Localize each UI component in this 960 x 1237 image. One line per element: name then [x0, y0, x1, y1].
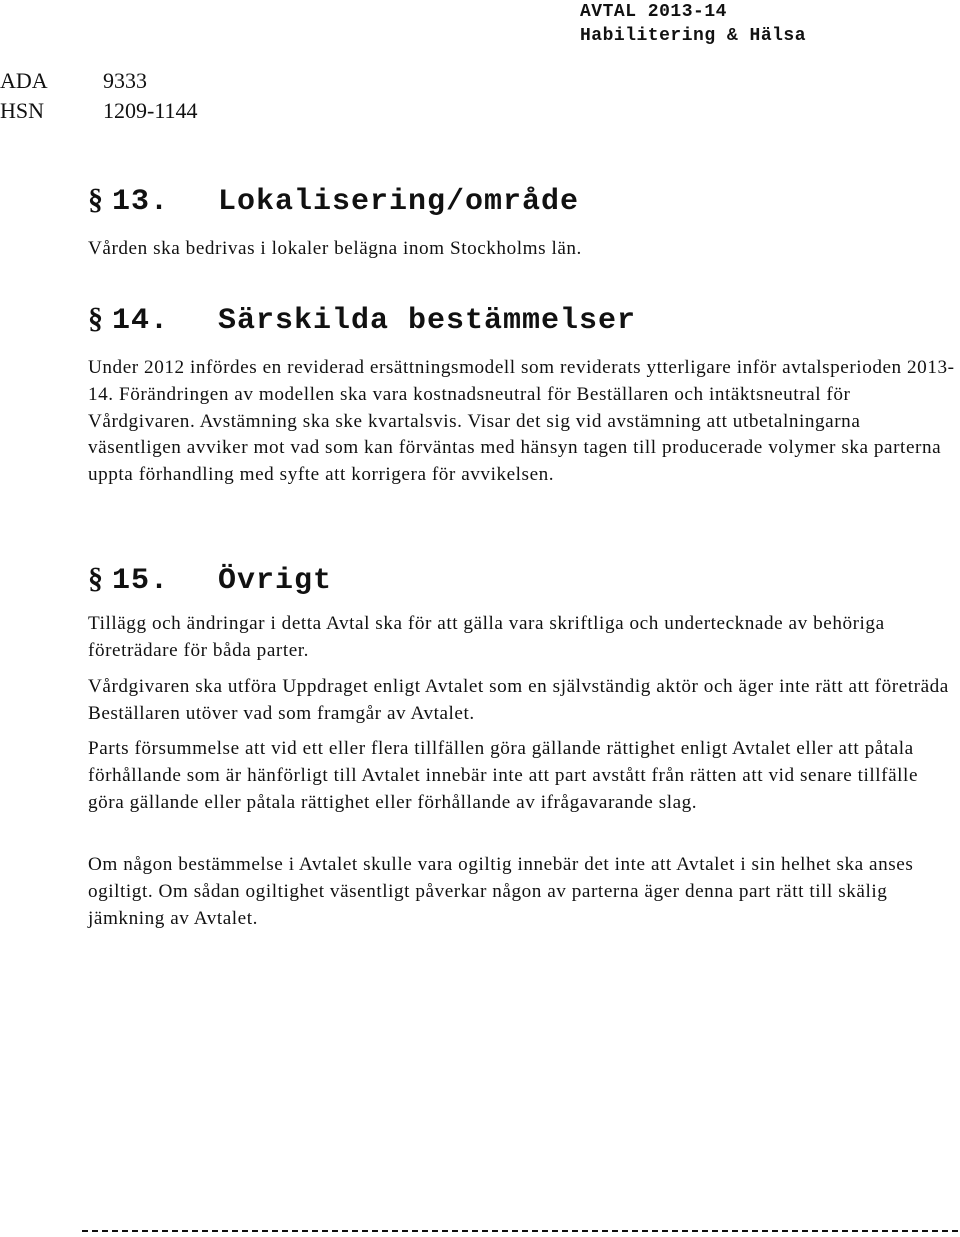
section-15-paragraph-1: Tillägg och ändringar i detta Avtal ska för att gälla vara skriftliga och undertecknade av behöriga företrädare för båda parter. — [88, 613, 885, 661]
document-meta — [0, 66, 198, 126]
section-15-paragraph-3: Parts försummelse att vid ett eller flera tillfällen göra gällande rättighet enligt Avtalet eller att påtala förhållande som är hänförligt till Avtalet innebär inte att part avstått från rätten att vid senare tillfälle göra gällande eller påtala rättighet eller förhållande av ifrågavarande slag. — [88, 738, 919, 813]
section-symbol: § — [88, 562, 104, 595]
ada-label: ADA — [0, 68, 48, 93]
header-agreement-title: AVTAL 2013-14 — [580, 2, 727, 22]
meta-row-hsn — [0, 96, 198, 126]
section-15-paragraph-4: Om någon bestämmelse i Avtalet skulle vara ogiltig innebär det inte att Avtalet i sin helhet ska anses ogiltigt. Om sådan ogiltighet väsentligt påverkar någon av parterna äger denna part rätt till skälig jämkning av Avtalet. — [88, 854, 914, 929]
header-department: Habilitering & Hälsa — [580, 26, 807, 46]
section-15-paragraph-2: Vårdgivaren ska utföra Uppdraget enligt Avtalet som en självständig aktör och äger inte rätt att företräda Beställaren utöver vad som framgår av Avtalet. — [88, 676, 949, 724]
section-number: 15. — [112, 564, 170, 598]
meta-row-ada — [0, 66, 198, 96]
section-symbol: § — [88, 183, 104, 216]
section-heading-14 — [88, 302, 636, 338]
section-number: 13. — [112, 185, 170, 219]
section-title: Övrigt — [218, 564, 333, 598]
section-13-paragraph: Vården ska bedrivas i lokaler belägna inom Stockholms län. — [88, 238, 582, 259]
hsn-label: HSN — [0, 98, 45, 123]
hsn-value: 1209-1144 — [103, 98, 198, 123]
ada-value: 9333 — [103, 68, 147, 93]
section-title: Lokalisering/område — [218, 185, 580, 219]
section-heading-15 — [88, 562, 332, 598]
section-title: Särskilda bestämmelser — [218, 304, 637, 338]
section-number: 14. — [112, 304, 170, 338]
section-symbol: § — [88, 302, 104, 335]
document-header — [580, 0, 806, 48]
footer-divider — [82, 1230, 958, 1232]
section-14-paragraph: Under 2012 infördes en reviderad ersättningsmodell som reviderats ytterligare inför avtalsperioden 2013-14. Förändringen av modellen ska vara kostnadsneutral för Beställaren och intäktsneutral för Vårdgivaren. Avstämning ska ske kvartalsvis. Visar det sig vid avstämning att utbetalningarna väsentligen avviker mot vad som kan förväntas med hänsyn tagen till producerade volymer ska parterna uppta förhandling med syfte att korrigera för avvikelsen. — [88, 357, 955, 486]
section-heading-13 — [88, 183, 579, 219]
